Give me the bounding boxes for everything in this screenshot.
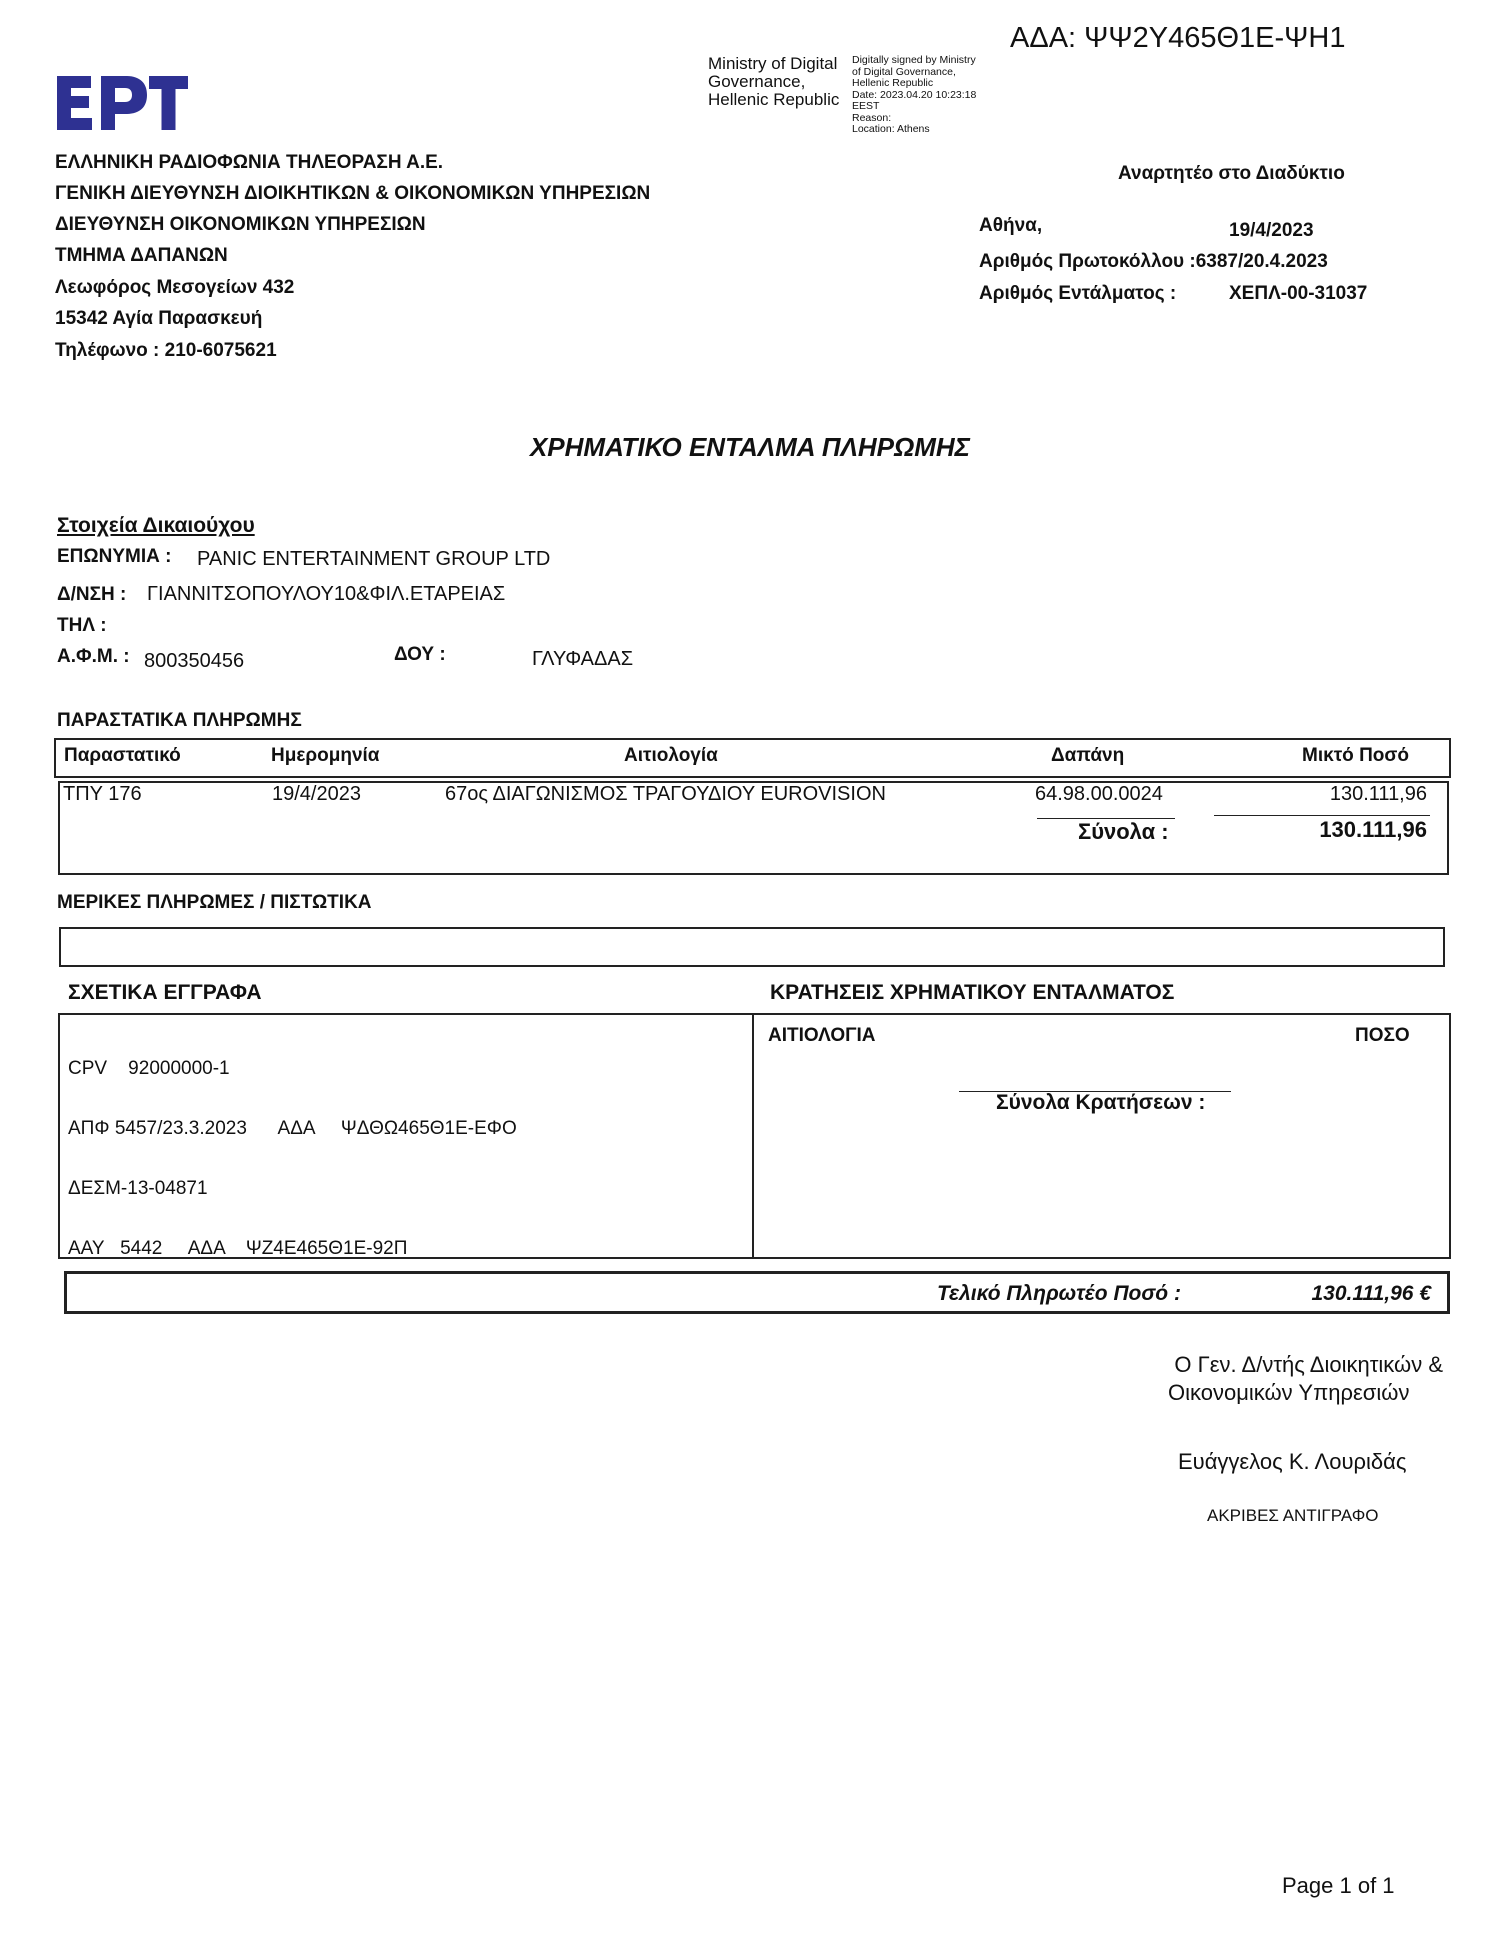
- org-line-3: ΔΙΕΥΘΥΝΣΗ ΟΙΚΟΝΟΜΙΚΩΝ ΥΠΗΡΕΣΙΩΝ: [55, 214, 426, 235]
- related-docs-heading: ΣΧΕΤΙΚΑ ΕΓΓΡΑΦΑ: [68, 981, 262, 1004]
- beneficiary-name-label: ΕΠΩΝΥΜΙΑ :: [57, 546, 172, 567]
- signatory-role-line-2: Οικονομικών Υπηρεσιών: [1168, 1380, 1410, 1405]
- certified-copy-note: ΑΚΡΙΒΕΣ ΑΝΤΙΓΡΑΦΟ: [1207, 1506, 1379, 1525]
- beneficiary-doy-label: ΔΟΥ :: [394, 644, 446, 665]
- signature-details: Digitally signed by Ministry of Digital Governance, Hellenic Republic Date: 2023.04.20 10:23:18 EEST Reason: Location: Athens: [852, 54, 977, 135]
- deductions-heading: ΚΡΑΤΗΣΕΙΣ ΧΡΗΜΑΤΙΚΟΥ ΕΝΤΑΛΜΑΤΟΣ: [770, 981, 1175, 1004]
- related-docs-list: [68, 1019, 517, 1299]
- org-line-4: ΤΜΗΜΑ ΔΑΠΑΝΩΝ: [55, 245, 228, 266]
- row-reason: 67ος ΔΙΑΓΩΝΙΣΜΟΣ ΤΡΑΓΟΥΔΙΟΥ EUROVISION: [445, 783, 886, 805]
- signatory-role-line-1: Ο Γεν. Δ/ντής Διοικητικών &: [1174, 1352, 1443, 1377]
- col-expense: Δαπάνη: [1051, 745, 1125, 766]
- related-doc-line: ΑΠΦ 5457/23.3.2023 ΑΔΑ ΨΔΘΩ465Θ1Ε-ΕΦΟ: [68, 1118, 517, 1139]
- org-line-2: ΓΕΝΙΚΗ ΔΙΕΥΘΥΝΣΗ ΔΙΟΙΚΗΤΙΚΩΝ & ΟΙΚΟΝΟΜΙΚΩΝ ΥΠΗΡΕΣΙΩΝ: [55, 183, 651, 204]
- beneficiary-afm-label: Α.Φ.Μ. :: [57, 646, 130, 667]
- beneficiary-phone-label: ΤΗΛ :: [57, 615, 107, 636]
- beneficiary-address: ΓΙΑΝΝΙΤΣΟΠΟΥΛΟΥ10&ΦΙΛ.ΕΤΑΡΕΙΑΣ: [147, 583, 506, 605]
- internet-postable-note: Αναρτητέο στο Διαδύκτιο: [1118, 163, 1345, 184]
- org-line-1: ΕΛΛΗΝΙΚΗ ΡΑΔΙΟΦΩΝΙΑ ΤΗΛΕΟΡΑΣΗ Α.Ε.: [55, 152, 444, 173]
- row-date: 19/4/2023: [272, 783, 361, 805]
- org-line-6: 15342 Αγία Παρασκευή: [55, 308, 263, 329]
- org-line-5: Λεωφόρος Μεσογείων 432: [55, 277, 295, 298]
- beneficiary-address-label: Δ/ΝΣΗ :: [57, 584, 127, 605]
- final-amount-value: 130.111,96 €: [1311, 1282, 1431, 1305]
- final-amount-box: [64, 1271, 1450, 1314]
- related-docs-box: [58, 1013, 754, 1259]
- page-number: Page 1 of 1: [1282, 1873, 1395, 1898]
- deductions-totals-label: Σύνολα Κρατήσεων :: [996, 1091, 1206, 1114]
- beneficiary-name: PANIC ENTERTAINMENT GROUP LTD: [197, 548, 551, 570]
- col-document: Παραστατικό: [64, 745, 181, 766]
- payment-docs-header-row: [54, 738, 1451, 778]
- signature-issuer: Ministry of Digital Governance, Hellenic Republic: [708, 54, 840, 109]
- protocol-number: Αριθμός Πρωτοκόλλου :6387/20.4.2023: [979, 251, 1328, 272]
- beneficiary-afm: 800350456: [144, 650, 245, 672]
- page-title: ΧΡΗΜΑΤΙΚΟ ΕΝΤΑΛΜΑ ΠΛΗΡΩΜΗΣ: [529, 432, 971, 462]
- final-amount-label: Τελικό Πληρωτέο Ποσό :: [937, 1282, 1181, 1305]
- warrant-number: ΧΕΠΛ-00-31037: [1229, 283, 1368, 304]
- document-date: 19/4/2023: [1229, 220, 1314, 241]
- related-doc-line: ΔΕΣΜ-13-04871: [68, 1178, 208, 1199]
- partial-payments-heading: ΜΕΡΙΚΕΣ ΠΛΗΡΩΜΕΣ / ΠΙΣΤΩΤΙΚΑ: [57, 892, 372, 913]
- beneficiary-heading: Στοιχεία Δικαιούχου: [57, 514, 255, 537]
- row-document: ΤΠΥ 176: [63, 783, 142, 805]
- ert-logo-mark: [55, 72, 190, 134]
- row-expense: 64.98.00.0024: [1035, 783, 1163, 805]
- ada-number: ΑΔΑ: ΨΨ2Υ465Θ1Ε-ΨΗ1: [1010, 22, 1346, 54]
- totals-rule-right: [1214, 815, 1430, 816]
- totals-value: 130.111,96: [1319, 817, 1427, 842]
- deductions-box: [752, 1013, 1451, 1259]
- totals-label: Σύνολα :: [1078, 819, 1169, 844]
- col-reason: Αιτιολογία: [624, 745, 718, 766]
- related-doc-line: CPV 92000000-1: [68, 1058, 230, 1079]
- warrant-label: Αριθμός Εντάλματος :: [979, 283, 1177, 304]
- row-amount: 130.111,96: [1329, 783, 1427, 805]
- city-label: Αθήνα,: [979, 215, 1043, 236]
- deductions-col-amount: ΠΟΣΟ: [1355, 1025, 1410, 1046]
- org-line-7: Τηλέφωνο : 210-6075621: [55, 340, 277, 361]
- partial-payments-box: [59, 927, 1445, 967]
- payment-docs-heading: ΠΑΡΑΣΤΑΤΙΚΑ ΠΛΗΡΩΜΗΣ: [57, 710, 302, 731]
- related-doc-line: ΑΑΥ 5442 ΑΔΑ ΨΖ4Ε465Θ1Ε-92Π: [68, 1238, 408, 1259]
- col-amount: Μικτό Ποσό: [1302, 745, 1409, 766]
- col-date: Ημερομηνία: [271, 745, 380, 766]
- deductions-col-reason: ΑΙΤΙΟΛΟΓΙΑ: [768, 1025, 876, 1046]
- ert-logo: [55, 72, 190, 139]
- beneficiary-doy: ΓΛΥΦΑΔΑΣ: [532, 648, 634, 670]
- payment-docs-body: [58, 781, 1449, 875]
- signatory-name: Ευάγγελος Κ. Λουριδάς: [1178, 1449, 1407, 1474]
